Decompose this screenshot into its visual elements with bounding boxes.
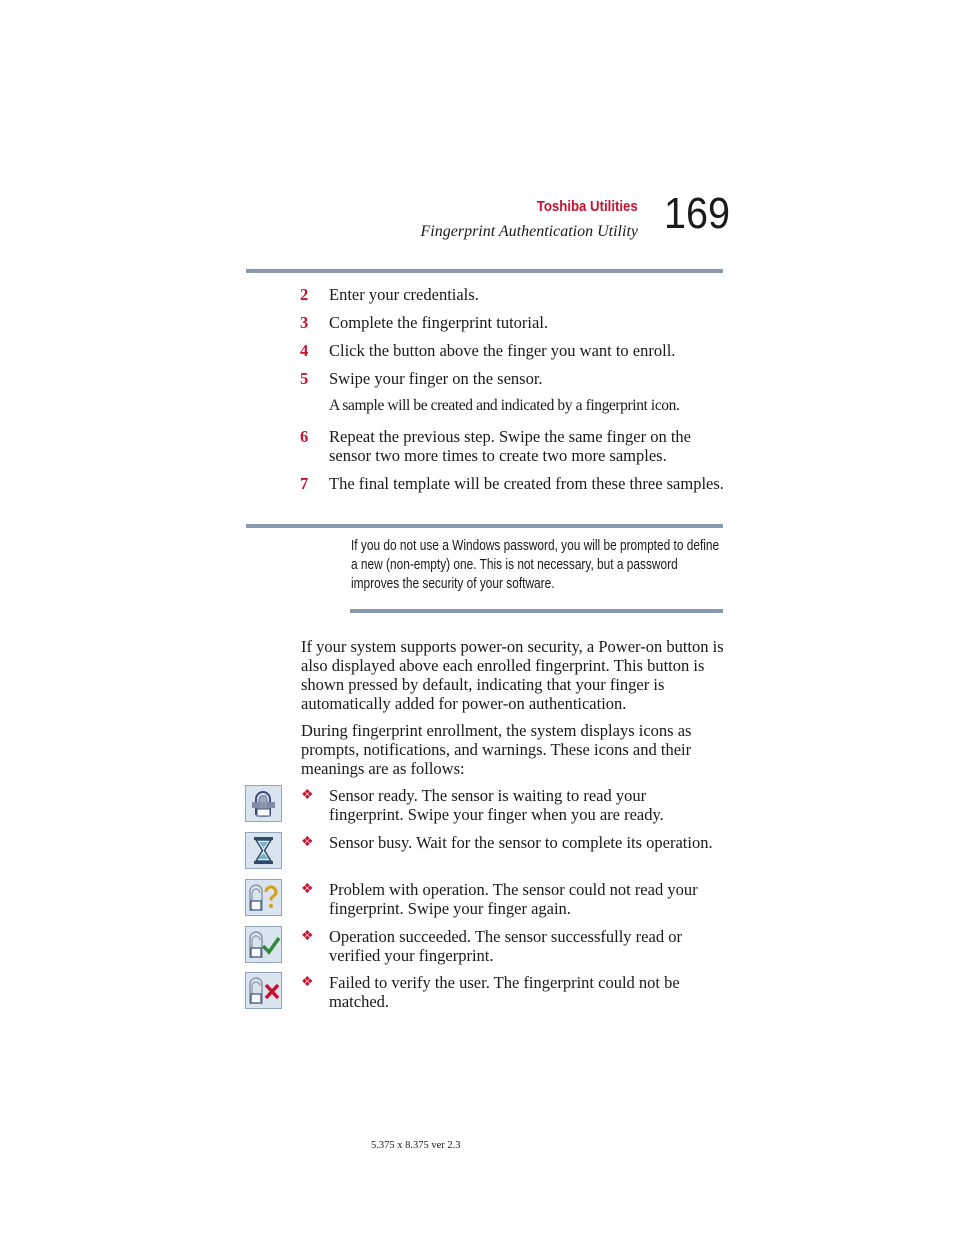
icon-description-text: Sensor ready. The sensor is waiting to read your fingerprint. Swipe your finger when you are ready. — [329, 786, 664, 824]
icon-description-text: Sensor busy. Wait for the sensor to complete its operation. — [329, 833, 713, 852]
checkmark-icon — [245, 926, 282, 963]
bullet-icon: ❖ — [301, 788, 314, 803]
icon-description-text: Problem with operation. The sensor could not read your fingerprint. Swipe your finger again. — [329, 880, 698, 918]
note-text: If you do not use a Windows password, you will be prompted to define a new (non-empty) one. This is not necessary, but a password improves the security of your software. — [351, 538, 720, 592]
step-number: 7 — [300, 474, 309, 493]
step-text: Complete the fingerprint tutorial. — [329, 313, 549, 332]
step-number: 5 — [300, 369, 309, 388]
step-number: 3 — [300, 313, 309, 332]
page-number: 169 — [664, 189, 731, 238]
sensor-ready-icon — [245, 785, 282, 822]
icon-description-text: Failed to verify the user. The fingerprint could not be matched. — [329, 973, 680, 1011]
step-number: 2 — [300, 285, 309, 304]
step-number: 6 — [300, 427, 309, 446]
bullet-icon: ❖ — [301, 882, 314, 897]
step-text: Enter your credentials. — [329, 285, 479, 304]
bullet-icon: ❖ — [301, 975, 314, 990]
step-text: The final template will be created from these three samples. — [329, 474, 724, 493]
subsection-title: Fingerprint Authentication Utility — [420, 223, 638, 240]
step-text: Repeat the previous step. Swipe the same finger on the sensor two more times to create two more samples. — [329, 427, 691, 465]
note-top-rule — [246, 524, 723, 528]
header-rule — [246, 269, 723, 273]
power-on-paragraph: If your system supports power-on security, a Power-on button is also displayed above each enrolled fingerprint. This button is shown pressed by default, indicating that your finger is automatically added for power-on authentication. — [301, 637, 724, 713]
sample-note: A sample will be created and indicated by a fingerprint icon. — [329, 397, 680, 414]
step-text: Swipe your finger on the sensor. — [329, 369, 543, 388]
bullet-icon: ❖ — [301, 835, 314, 850]
step-text: Click the button above the finger you want to enroll. — [329, 341, 676, 360]
hourglass-icon — [245, 832, 282, 869]
step-number: 4 — [300, 341, 309, 360]
bullet-icon: ❖ — [301, 929, 314, 944]
cross-icon — [245, 972, 282, 1009]
note-bottom-rule — [350, 609, 723, 613]
page-footer: 5.375 x 8.375 ver 2.3 — [371, 1140, 461, 1151]
question-mark-icon — [245, 879, 282, 916]
section-title: Toshiba Utilities — [537, 198, 638, 215]
icon-description-text: Operation succeeded. The sensor successfully read or verified your fingerprint. — [329, 927, 682, 965]
icons-intro-paragraph: During fingerprint enrollment, the system displays icons as prompts, notifications, and warnings. These icons and their meanings are as follows: — [301, 721, 692, 778]
